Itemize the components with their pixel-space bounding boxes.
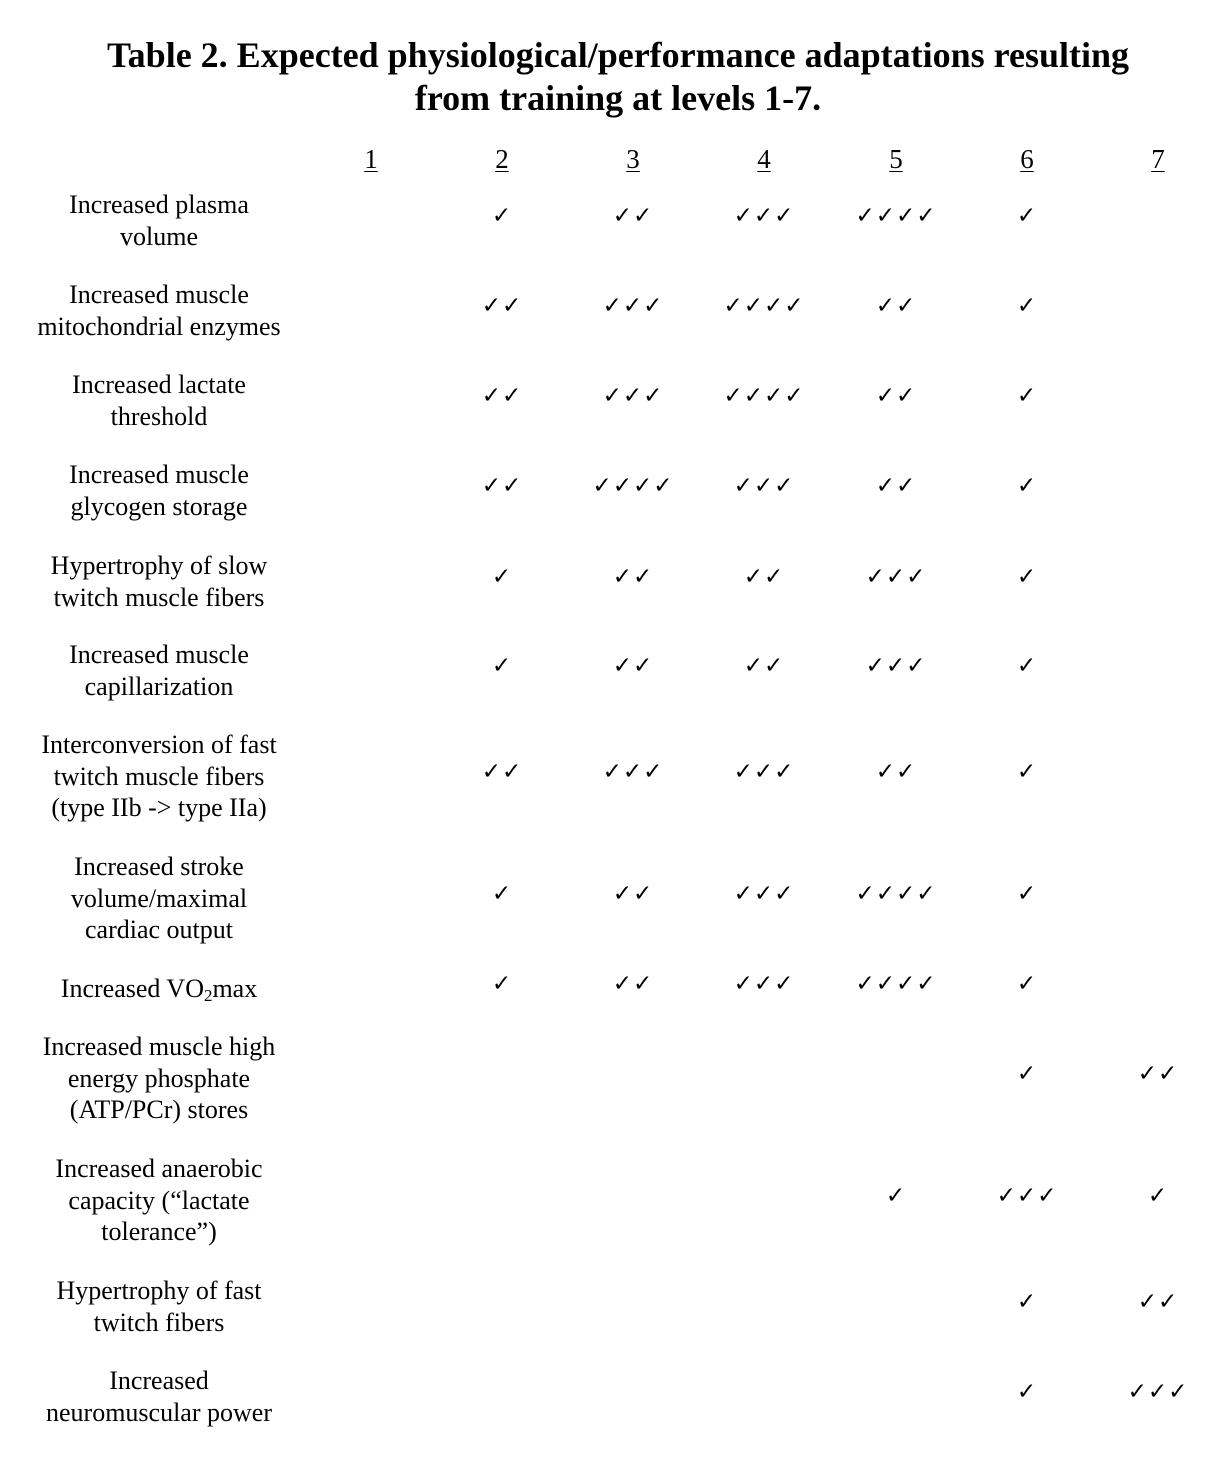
check-cell: ✓✓✓	[733, 881, 795, 907]
row-label	[18, 639, 300, 702]
check-cell: ✓	[885, 1183, 907, 1209]
row-label-line: mitochondrial enzymes	[37, 311, 281, 341]
table-title-line-1: Table 2. Expected physiological/performance adaptations resulting	[106, 35, 1130, 75]
check-cell: ✓✓✓	[733, 971, 795, 997]
row-label-line: threshold	[110, 401, 208, 431]
check-cell: ✓✓	[875, 293, 917, 319]
vo2-label-text: Increased VO	[60, 974, 204, 1003]
check-cell: ✓✓✓✓	[855, 971, 937, 997]
row-label-line: Increased muscle	[69, 640, 249, 669]
check-cell: ✓✓	[743, 653, 785, 679]
row-label-line: Increased muscle	[69, 280, 249, 309]
check-cell: ✓✓✓	[602, 293, 664, 319]
column-header-7: 7	[1151, 144, 1165, 174]
check-cell: ✓✓	[743, 564, 785, 590]
row-label	[18, 550, 300, 613]
row-label-line	[18, 973, 300, 1005]
row-label	[18, 369, 300, 432]
check-cell: ✓✓✓✓	[723, 293, 805, 319]
check-cell: ✓✓	[612, 203, 654, 229]
row-label-line: tolerance”)	[101, 1217, 217, 1246]
row-label-line: Interconversion of fast	[41, 730, 277, 759]
check-cell: ✓✓	[481, 293, 523, 319]
check-cell: ✓✓✓	[865, 564, 927, 590]
check-cell: ✓✓✓	[733, 759, 795, 785]
check-cell: ✓✓	[481, 383, 523, 409]
column-header-3: 3	[626, 144, 640, 174]
row-label	[18, 189, 300, 252]
row-label-line: volume/maximal	[70, 883, 248, 913]
check-cell: ✓	[1016, 1061, 1038, 1087]
check-cell: ✓✓	[1137, 1061, 1179, 1087]
row-label	[18, 851, 300, 946]
check-cell: ✓	[491, 881, 513, 907]
row-label	[18, 729, 300, 824]
check-cell: ✓✓	[481, 473, 523, 499]
check-cell: ✓	[1016, 653, 1038, 679]
row-label	[18, 1365, 300, 1428]
row-label-line: Increased muscle high	[42, 1032, 276, 1061]
check-cell: ✓	[1016, 293, 1038, 319]
check-cell: ✓✓✓✓	[855, 881, 937, 907]
column-header-5: 5	[889, 144, 903, 174]
check-cell: ✓✓	[875, 473, 917, 499]
row-label	[18, 279, 300, 342]
check-cell: ✓	[491, 971, 513, 997]
check-cell: ✓✓	[481, 759, 523, 785]
check-cell: ✓	[1016, 1379, 1038, 1405]
check-cell: ✓✓	[875, 759, 917, 785]
row-label-line: (type IIb -> type IIa)	[51, 793, 267, 822]
check-cell: ✓✓✓	[602, 383, 664, 409]
row-label	[18, 973, 300, 1005]
check-cell: ✓	[1016, 881, 1038, 907]
check-cell: ✓	[491, 653, 513, 679]
check-cell: ✓✓	[612, 971, 654, 997]
row-label-line: Increased muscle	[69, 460, 249, 489]
check-cell: ✓✓	[612, 653, 654, 679]
row-label-line: glycogen storage	[70, 491, 248, 521]
row-label	[18, 1275, 300, 1338]
check-cell: ✓✓✓	[733, 203, 795, 229]
row-label-line: cardiac output	[85, 915, 233, 944]
row-label	[18, 1031, 300, 1126]
check-cell: ✓	[1016, 759, 1038, 785]
check-cell: ✓✓✓✓	[592, 473, 674, 499]
check-cell: ✓	[491, 564, 513, 590]
row-label-line: Hypertrophy of slow	[50, 551, 268, 580]
check-cell: ✓	[1147, 1183, 1169, 1209]
row-label-line: neuromuscular power	[46, 1397, 272, 1427]
check-cell: ✓	[1016, 971, 1038, 997]
check-cell: ✓	[1016, 383, 1038, 409]
row-label	[18, 459, 300, 522]
check-cell: ✓✓	[875, 383, 917, 409]
check-cell: ✓✓	[612, 881, 654, 907]
check-cell: ✓	[1016, 473, 1038, 499]
check-cell: ✓✓✓	[1127, 1379, 1189, 1405]
table-title-line-2: from training at levels 1-7.	[414, 78, 822, 118]
row-label-line: capillarization	[84, 671, 234, 701]
row-label-line: (ATP/PCr) stores	[69, 1095, 249, 1124]
row-label	[18, 1153, 300, 1248]
row-label-line: capacity (“lactate	[68, 1185, 250, 1215]
vo2-label-suffix: max	[212, 974, 258, 1003]
row-label-line: Increased stroke	[74, 852, 244, 881]
check-cell: ✓✓✓	[733, 473, 795, 499]
check-cell: ✓	[1016, 1289, 1038, 1315]
row-label-line: energy phosphate	[67, 1063, 251, 1093]
check-cell: ✓✓✓	[996, 1183, 1058, 1209]
check-cell: ✓	[491, 203, 513, 229]
row-label-line: twitch muscle fibers	[53, 582, 265, 612]
row-label-line: Hypertrophy of fast	[56, 1276, 262, 1305]
check-cell: ✓✓	[612, 564, 654, 590]
check-cell: ✓✓✓	[602, 759, 664, 785]
table-title	[0, 34, 1220, 120]
check-cell: ✓✓✓✓	[855, 203, 937, 229]
check-cell: ✓✓	[1137, 1289, 1179, 1315]
row-label-line: Increased anaerobic	[55, 1154, 263, 1183]
row-label-line: volume	[120, 221, 198, 251]
check-cell: ✓	[1016, 203, 1038, 229]
row-label-line: Increased	[109, 1366, 209, 1395]
row-label-line: Increased lactate	[72, 370, 246, 399]
check-cell: ✓✓✓✓	[723, 383, 805, 409]
column-header-6: 6	[1020, 144, 1034, 174]
column-header-2: 2	[495, 144, 509, 174]
column-header-4: 4	[757, 144, 771, 174]
check-cell: ✓	[1016, 564, 1038, 590]
row-label-line: Increased plasma	[69, 190, 249, 219]
row-label-line: twitch muscle fibers	[53, 761, 265, 791]
column-header-1: 1	[364, 144, 378, 174]
vo2-subscript: 2	[203, 986, 213, 1006]
row-label-line: twitch fibers	[93, 1307, 225, 1337]
check-cell: ✓✓✓	[865, 653, 927, 679]
